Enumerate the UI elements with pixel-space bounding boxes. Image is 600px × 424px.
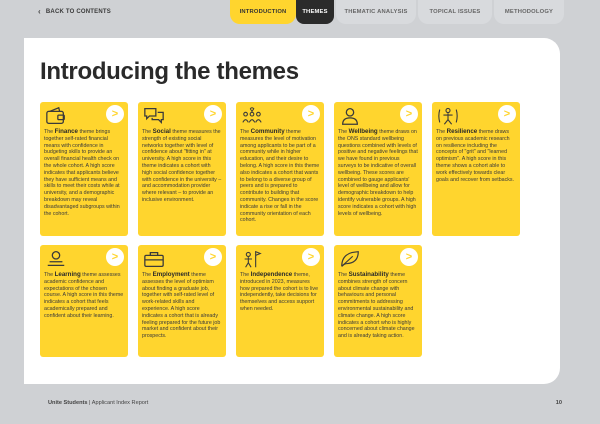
theme-name: Social xyxy=(152,128,171,135)
independence-icon xyxy=(241,249,263,269)
theme-name: Learning xyxy=(54,271,81,278)
theme-card-finance[interactable] xyxy=(40,102,128,236)
back-to-contents-link[interactable] xyxy=(38,7,111,16)
wallet-icon xyxy=(45,106,67,126)
theme-name: Finance xyxy=(54,128,78,135)
theme-description: The Resilience theme draws on previous academic research on resilience including the concepts of "grit" and "learned optimism". A high score in this theme shows a cohort able to work effectively towards clear goals and recover from setbacks. xyxy=(436,128,515,183)
theme-card-employment[interactable] xyxy=(138,245,226,357)
theme-description: The Sustainability theme combines strength of concern about climate change with behaviours and personal commitments to addressing environmental sustainability and climate change. A high score indicates a cohort who is highly concerned about climate change and is already taking action. xyxy=(338,271,415,340)
publisher-name: Unite Students xyxy=(48,400,88,406)
footer-separator: | xyxy=(89,400,91,406)
theme-description: The Community theme measures the level of motivation among applicants to be part of a community while in higher education, and their desire to belong. A high score in this theme also indicates a cohort that wants to belong to a diverse group of peers and is prepared to contribute to building that community. Changes in the score indicate a rise or fall in the community orientation of each cohort. xyxy=(240,128,320,224)
theme-description: The Learning theme assesses academic confidence and expectations of the chosen course. A high score in this theme indicates a cohort that feels academically prepared and confident about their learning. xyxy=(44,271,124,319)
go-button[interactable]: > xyxy=(400,248,418,266)
tab-topical-issues[interactable]: TOPICAL ISSUES xyxy=(418,0,492,24)
go-button[interactable]: > xyxy=(204,248,222,266)
go-button[interactable]: > xyxy=(498,105,516,123)
community-icon xyxy=(241,106,263,126)
briefcase-icon xyxy=(143,249,165,269)
page-number: 10 xyxy=(555,400,562,406)
theme-name: Employment xyxy=(152,271,190,278)
theme-card-resilience[interactable] xyxy=(432,102,520,236)
theme-description: The Finance theme brings together self-rated financial means with confidence in budgeting skills to provide an overall financial health check on the whole cohort. A high score indicates that applicants believe they have sufficient means and skills to meet their costs while at university, and a demographic breakdown may reveal disadvantaged subgroups within the cohort. xyxy=(44,128,120,217)
resilience-icon xyxy=(437,106,459,126)
learning-icon xyxy=(45,249,67,269)
theme-name: Sustainability xyxy=(348,271,389,278)
go-button[interactable]: > xyxy=(400,105,418,123)
person-icon xyxy=(339,106,361,126)
theme-card-community[interactable] xyxy=(236,102,324,236)
tab-introduction[interactable]: INTRODUCTION xyxy=(230,0,296,24)
go-button[interactable]: > xyxy=(204,105,222,123)
go-button[interactable]: > xyxy=(106,105,124,123)
go-button[interactable]: > xyxy=(302,248,320,266)
content-panel xyxy=(24,38,560,384)
theme-card-social[interactable] xyxy=(138,102,226,236)
theme-card-independence[interactable] xyxy=(236,245,324,357)
theme-card-sustainability[interactable] xyxy=(334,245,422,357)
theme-description: The Employment theme assesses the level of optimism about finding a graduate job, together with self-rated level of work-related skills and experience. A high score indicates a cohort that is already feeling prepared for the future job market and confident about their prospects. xyxy=(142,271,221,340)
go-button[interactable]: > xyxy=(106,248,124,266)
theme-card-wellbeing[interactable] xyxy=(334,102,422,236)
go-button[interactable]: > xyxy=(302,105,320,123)
theme-description: The Social theme measures the strength of existing social networks together with level of confidence about "fitting in" at university. A high score in this theme indicates a cohort with high social confidence together with confidence in the university – and accommodation provider where relevant – to provide an inclusive environment. xyxy=(142,128,222,203)
tab-methodology[interactable]: METHODOLOGY xyxy=(494,0,564,24)
theme-description: The Wellbeing theme draws on the ONS standard wellbeing questions combined with levels of positive and negative feelings that we have found in previous surveys to be indicative of overall wellbeing. These scores are combined to gauge applicants' level of wellbeing and allow for demographic breakdown to help identify vulnerable groups. A high score indicates a cohort with high levels of wellbeing. xyxy=(338,128,418,217)
tab-thematic-analysis[interactable]: THEMATIC ANALYSIS xyxy=(336,0,416,24)
top-navigation xyxy=(0,0,600,24)
footer xyxy=(48,400,148,406)
chat-icon xyxy=(143,106,165,126)
chevron-left-icon: ‹ xyxy=(38,7,41,16)
back-label: BACK TO CONTENTS xyxy=(45,8,111,15)
theme-name: Wellbeing xyxy=(348,128,378,135)
theme-card-learning[interactable] xyxy=(40,245,128,357)
page-title: Introducing the themes xyxy=(40,58,299,85)
theme-name: Resilience xyxy=(446,128,478,135)
sustainability-icon xyxy=(339,249,361,269)
theme-description: The Independence theme, introduced in 2023, measures how prepared the cohort is to live independently, take decisions for themselves and access support when needed. xyxy=(240,271,319,312)
theme-name: Independence xyxy=(250,271,293,278)
report-name: Applicant Index Report xyxy=(91,400,149,406)
tab-themes[interactable]: THEMES xyxy=(296,0,334,24)
theme-name: Community xyxy=(250,128,285,135)
